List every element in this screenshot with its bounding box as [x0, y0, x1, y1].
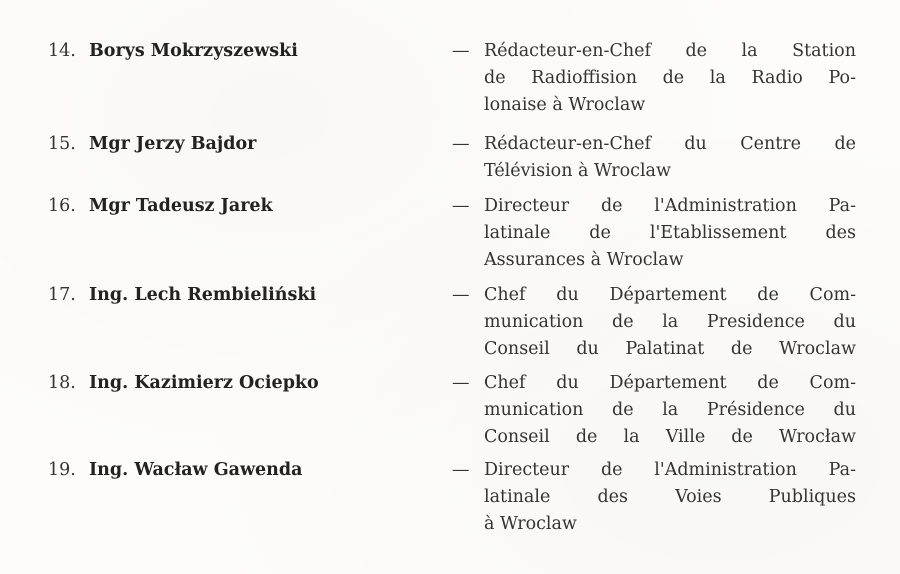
entry-description [484, 370, 856, 451]
entry-name: Ing. Wacław Gawenda [89, 460, 303, 480]
entry-name: Borys Mokrzyszewski [89, 41, 298, 61]
description-line: Rédacteur-en-Chef du Centre de [484, 134, 856, 154]
entry-number: 19. [48, 460, 76, 480]
description-line: Télévision à Wroclaw [484, 161, 671, 181]
description-line: Assurances à Wroclaw [484, 250, 684, 270]
entry-number: 17. [48, 285, 76, 305]
entry-dash: — [452, 41, 470, 61]
description-line: de Radioffision de la Radio Po- [484, 68, 856, 88]
description-line: Directeur de l'Administration Pa- [484, 196, 856, 216]
description-line: lonaise à Wroclaw [484, 95, 646, 115]
entry-description [484, 193, 856, 274]
entry-name: Mgr Tadeusz Jarek [89, 196, 273, 216]
entry-number: 18. [48, 373, 76, 393]
description-line: latinale des Voies Publiques [484, 487, 856, 507]
description-line: Conseil du Palatinat de Wroclaw [484, 339, 856, 359]
entry-number: 16. [48, 196, 76, 216]
entry-number: 14. [48, 41, 76, 61]
entry-name: Ing. Lech Rembieliński [89, 285, 317, 305]
description-line: à Wroclaw [484, 514, 577, 534]
description-line: munication de la Présidence du [484, 400, 856, 420]
description-line: Rédacteur-en-Chef de la Station [484, 41, 856, 61]
entry-description [484, 131, 856, 185]
description-line: Conseil de la Ville de Wrocław [484, 427, 856, 447]
entry-dash: — [452, 460, 470, 480]
entry-number: 15. [48, 134, 76, 154]
entry-description [484, 457, 856, 538]
description-line: Chef du Département de Com- [484, 373, 856, 393]
entry-description [484, 38, 856, 119]
entry-dash: — [452, 196, 470, 216]
description-line: Directeur de l'Administration Pa- [484, 460, 856, 480]
entry-dash: — [452, 134, 470, 154]
entry-description [484, 282, 856, 363]
entry-name: Mgr Jerzy Bajdor [89, 134, 257, 154]
description-line: Chef du Département de Com- [484, 285, 856, 305]
description-line: latinale de l'Etablissement des [484, 223, 856, 243]
entry-dash: — [452, 285, 470, 305]
entry-name: Ing. Kazimierz Ociepko [89, 373, 319, 393]
entry-dash: — [452, 373, 470, 393]
description-line: munication de la Presidence du [484, 312, 856, 332]
